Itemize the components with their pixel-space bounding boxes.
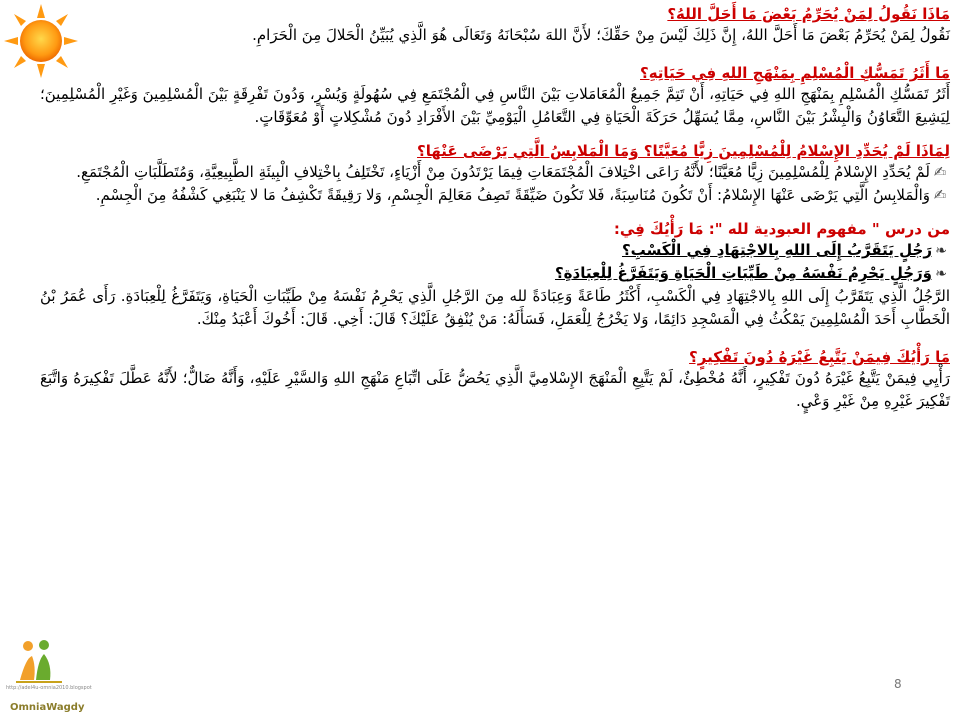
- pointing-hand-icon: ✍: [933, 186, 947, 204]
- bullet-text: لَمْ يُحَدِّدِ الإِسْلامُ لِلْمُسْلِمِينَ زِيًّا مُعَيَّنًا؛ لأَنَّهُ رَاعَى اخْتِلافَ الْمُجْتَمَعَاتِ فِيمَا يَرْتَدُونَ مِنْ أَزْيَاءٍ، تَخْتَلِفُ بِاخْتِلافِ الْبِيئَةِ الطَّبِيعِيَّةِ، وَمُتَطَلَّبَاتِ الْمُجْتَمَعِ.: [76, 163, 930, 181]
- answer-text: الرَّجُلُ الَّذِي يَتَقَرَّبُ إِلَى اللهِ بِالاجْتِهَادِ فِي الْكَسْبِ، أَكْثَرُ طَاعَةً وَعِبَادَةً لله مِنَ الرَّجُلِ الَّذِي يَحْرِمُ نَفْسَهُ مِنْ طَيِّبَاتِ الْحَيَاةِ، وَيَتَفَرَّغُ لِلْعِبَادَةِ. رَأَى عُمَرُ بْنُ الْخَطَّابِ أَحَدَ الْمُسْلِمِينَ يَمْكُثُ فِي الْمَسْجِدِ دَائِمًا، وَلا يَخْرُجُ لِلْعَمَلِ، فَسَأَلَهُ: مَنْ يُنْفِقُ عَلَيْكَ؟ قَالَ: أَخِي. قَالَ: أَخُوكَ أَعْبَدُ مِنْكَ.: [40, 287, 950, 328]
- question-heading: مَاذَا نَقُولُ لِمَنْ يُحَرِّمُ بَعْضَ مَا أَحَلَّ اللهُ؟: [667, 5, 950, 23]
- answer-text: أَثَرُ تَمَسُّكِ الْمُسْلِمِ بِمَنْهَجِ اللهِ فِي حَيَاتِهِ، أَنْ تَتِمَّ جَمِيعُ الْمُعَامَلاتِ بَيْنَ النَّاسِ فِي الْمُجْتَمَعِ فِي سُهُولَةٍ وَيُسْرٍ، وَدُونَ تَفْرِقَةٍ بَيْنَ الْمُسْلِمِينَ وَغَيْرِ الْمُسْلِمِينَ؛ لِيَشِيعَ التَّعَاوُنُ وَالْبِشْرُ بَيْنَ النَّاسِ، مِمَّا يُسَهِّلُ حَرَكَةَ الْحَيَاةِ فِي التَّعَامُلِ الْيَوْمِيِّ بَيْنَ الأَفْرَادِ دُونَ مُشْكِلاتٍ أَوْ مُعَوِّقَاتٍ.: [40, 85, 950, 126]
- question-heading: مَا رَأْيُكَ فِيمَنْ يَتَّبِعُ غَيْرَهُ دُونَ تَفْكِيرٍ؟: [689, 348, 950, 366]
- question-heading: لِمَاذَا لَمْ يُحَدِّدِ الإِسْلامُ لِلْمُسْلِمِينَ زِيًّا مُعَيَّنًا؟ وَمَا الْمَلابِسُ الَّتِي يَرْضَى عَنْهَا؟: [417, 142, 950, 160]
- sub-question-text: رَجُلٍ يَتَقَرَّبُ إِلَى اللهِ بِالاجْتِهَادِ فِي الْكَسْبِ؟: [621, 241, 932, 259]
- bullet-text: وَالْمَلابِسُ الَّتِي يَرْضَى عَنْهَا الإِسْلامُ: أَنْ تَكُونَ مُنَاسِبَةً، فَلا تَكُونَ ضَيِّقَةً تَصِفُ مَعَالِمَ الْجِسْمِ، وَلا رَقِيقَةً تَكْشِفُ مَا لا يَنْبَغِي كَشْفُهُ مِنَ الْجِسْمِ.: [95, 186, 930, 204]
- section-worship: [40, 219, 950, 331]
- pointing-hand-icon: ✍: [933, 163, 947, 181]
- logo-icon: [4, 636, 74, 686]
- slide-content: [40, 4, 950, 429]
- answer-text: رَأْيِي فِيمَنْ يَتَّبِعُ غَيْرَهُ دُونَ تَفْكِيرٍ، أَنَّهُ مُخْطِئٌ، لَمْ يَتَّبِعِ الْمَنْهَجَ الإِسْلامِيَّ الَّذِي يَحُضُّ عَلَى اتِّبَاعِ مَنْهَجِ اللهِ وَالسَّيْرِ عَلَيْهِ، وَأَنَّهُ ضَالٌّ؛ لأَنَّهُ عَطَّلَ تَفْكِيرَهُ وَاتَّبَعَ تَفْكِيرَ غَيْرِهِ مِنْ غَيْرِ وَعْيٍ.: [40, 369, 950, 410]
- section-halal: [40, 4, 950, 47]
- bullet-icon: ❧: [935, 266, 947, 282]
- answer-text: نَقُولُ لِمَنْ يُحَرِّمُ بَعْضَ مَا أَحَلَّ اللهُ، إِنَّ ذَلِكَ لَيْسَ مِنْ حَقِّكَ؛ لأَنَّ اللهَ سُبْحَانَهُ وَتَعَالَى هُوَ الَّذِي يُبَيِّنُ الْحَلالَ مِنَ الْحَرَامِ.: [252, 26, 950, 44]
- bullet-item: [40, 161, 950, 184]
- sub-question: [40, 239, 950, 262]
- sub-question: [40, 262, 950, 285]
- question-heading: مَا أَثَرُ تَمَسُّكِ الْمُسْلِمِ بِمَنْهَجِ اللهِ فِي حَيَاتِهِ؟: [640, 64, 950, 82]
- section-clothing: [40, 141, 950, 207]
- section-following: [40, 347, 950, 413]
- question-heading: من درس " مفهوم العبودية لله ": مَا رَأْيُكَ فِي:: [613, 220, 950, 238]
- logo-name: OmniaWagdy: [10, 702, 85, 713]
- bullet-icon: ❧: [935, 243, 947, 259]
- section-manhaj: [40, 63, 950, 129]
- bullet-item: [40, 184, 950, 207]
- sub-question-text: وَرَجُلٍ يَحْرِمُ نَفْسَهُ مِنْ طَيِّبَاتِ الْحَيَاةِ وَيَتَفَرَّغُ لِلْعِبَادَةِ؟: [554, 264, 932, 282]
- page-number: 8: [894, 677, 902, 691]
- logo-url: http://adel4u-omnia2010.blogspot: [6, 685, 92, 691]
